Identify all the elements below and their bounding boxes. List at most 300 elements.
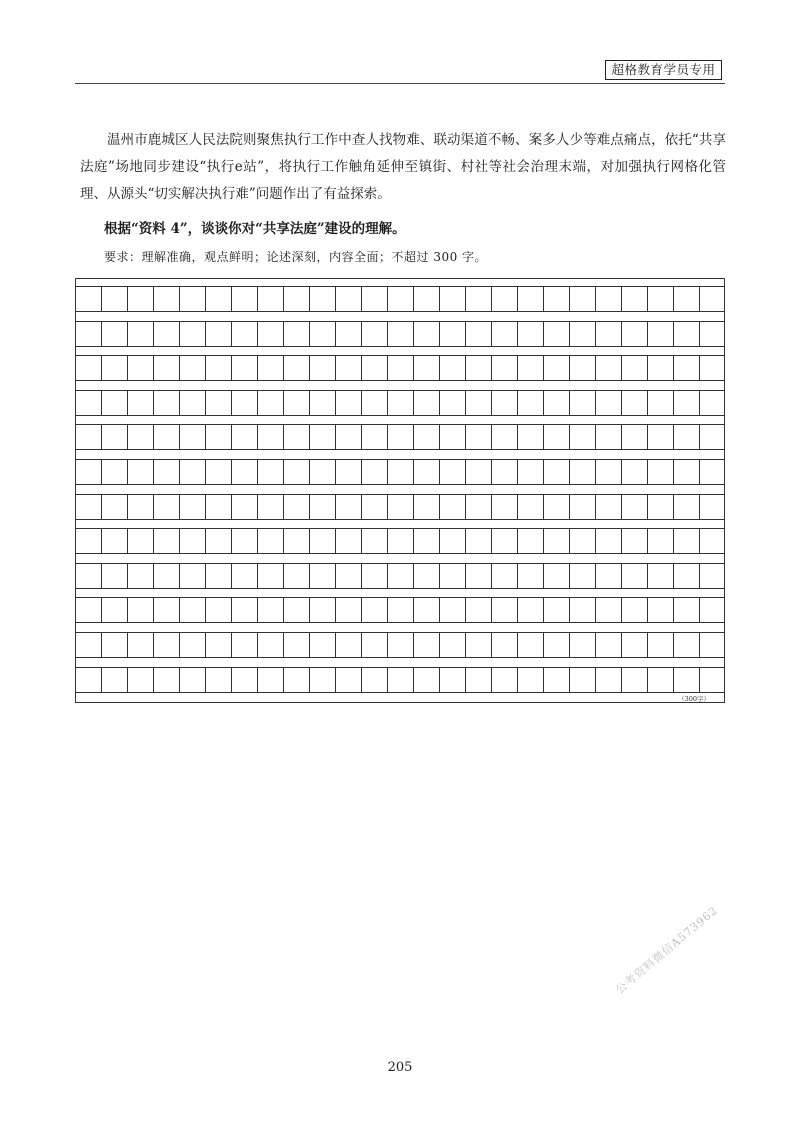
grid-cell[interactable]	[154, 598, 180, 622]
grid-cell[interactable]	[336, 564, 362, 588]
grid-cell[interactable]	[102, 564, 128, 588]
grid-cell[interactable]	[362, 460, 388, 484]
grid-cell[interactable]	[206, 391, 232, 415]
grid-cell[interactable]	[466, 322, 492, 346]
grid-cell[interactable]	[674, 495, 700, 519]
grid-cell[interactable]	[258, 668, 284, 692]
grid-cell[interactable]	[466, 287, 492, 311]
grid-cell[interactable]	[414, 668, 440, 692]
grid-cell[interactable]	[310, 287, 336, 311]
grid-cell[interactable]	[180, 391, 206, 415]
grid-cell[interactable]	[258, 425, 284, 449]
grid-cell[interactable]	[102, 460, 128, 484]
grid-cell[interactable]	[336, 287, 362, 311]
grid-cell[interactable]	[440, 668, 466, 692]
grid-cell[interactable]	[284, 356, 310, 380]
grid-cell[interactable]	[284, 322, 310, 346]
grid-cell[interactable]	[414, 287, 440, 311]
grid-cell[interactable]	[596, 598, 622, 622]
grid-cell[interactable]	[492, 322, 518, 346]
grid-cell[interactable]	[206, 564, 232, 588]
grid-cell[interactable]	[544, 668, 570, 692]
grid-cell[interactable]	[700, 322, 724, 346]
grid-cell[interactable]	[596, 529, 622, 553]
grid-cell[interactable]	[258, 598, 284, 622]
grid-cell[interactable]	[388, 322, 414, 346]
grid-cell[interactable]	[622, 598, 648, 622]
grid-cell[interactable]	[700, 425, 724, 449]
grid-cell[interactable]	[648, 356, 674, 380]
grid-cell[interactable]	[76, 322, 102, 346]
grid-cell[interactable]	[102, 598, 128, 622]
grid-cell[interactable]	[128, 529, 154, 553]
grid-cell[interactable]	[232, 356, 258, 380]
grid-cell[interactable]	[570, 633, 596, 657]
grid-cell[interactable]	[206, 287, 232, 311]
grid-cell[interactable]	[622, 668, 648, 692]
grid-cell[interactable]	[310, 425, 336, 449]
grid-cell[interactable]	[570, 529, 596, 553]
grid-cell[interactable]	[414, 460, 440, 484]
grid-cell[interactable]	[648, 564, 674, 588]
answer-grid[interactable]	[75, 278, 725, 703]
grid-cell[interactable]	[466, 668, 492, 692]
grid-cell[interactable]	[700, 564, 724, 588]
grid-cell[interactable]	[622, 425, 648, 449]
grid-cell[interactable]	[414, 529, 440, 553]
grid-cell[interactable]	[284, 529, 310, 553]
grid-cell[interactable]	[154, 287, 180, 311]
grid-cell[interactable]	[128, 287, 154, 311]
grid-cell[interactable]	[310, 460, 336, 484]
grid-cell[interactable]	[466, 460, 492, 484]
grid-cell[interactable]	[102, 495, 128, 519]
grid-cell[interactable]	[622, 391, 648, 415]
grid-cell[interactable]	[76, 564, 102, 588]
grid-cell[interactable]	[492, 425, 518, 449]
grid-cell[interactable]	[154, 668, 180, 692]
grid-cell[interactable]	[518, 287, 544, 311]
grid-cell[interactable]	[440, 356, 466, 380]
grid-cell[interactable]	[206, 356, 232, 380]
grid-cell[interactable]	[596, 460, 622, 484]
grid-cell[interactable]	[596, 391, 622, 415]
grid-cell[interactable]	[440, 564, 466, 588]
grid-cell[interactable]	[492, 668, 518, 692]
grid-cell[interactable]	[596, 425, 622, 449]
grid-cell[interactable]	[154, 391, 180, 415]
grid-cell[interactable]	[258, 356, 284, 380]
grid-cell[interactable]	[76, 668, 102, 692]
grid-cell[interactable]	[674, 322, 700, 346]
grid-cell[interactable]	[76, 287, 102, 311]
grid-cell[interactable]	[284, 287, 310, 311]
grid-cell[interactable]	[388, 425, 414, 449]
grid-cell[interactable]	[258, 495, 284, 519]
grid-cell[interactable]	[362, 391, 388, 415]
grid-cell[interactable]	[154, 633, 180, 657]
grid-cell[interactable]	[700, 529, 724, 553]
grid-cell[interactable]	[674, 598, 700, 622]
grid-cell[interactable]	[206, 425, 232, 449]
grid-cell[interactable]	[154, 425, 180, 449]
grid-cell[interactable]	[492, 356, 518, 380]
grid-cell[interactable]	[362, 322, 388, 346]
grid-cell[interactable]	[648, 668, 674, 692]
grid-cell[interactable]	[544, 356, 570, 380]
grid-cell[interactable]	[154, 564, 180, 588]
grid-cell[interactable]	[128, 391, 154, 415]
grid-cell[interactable]	[544, 322, 570, 346]
grid-cell[interactable]	[336, 633, 362, 657]
grid-cell[interactable]	[362, 495, 388, 519]
grid-cell[interactable]	[596, 287, 622, 311]
grid-cell[interactable]	[440, 322, 466, 346]
grid-cell[interactable]	[232, 322, 258, 346]
grid-cell[interactable]	[700, 633, 724, 657]
grid-cell[interactable]	[596, 564, 622, 588]
grid-cell[interactable]	[284, 598, 310, 622]
grid-cell[interactable]	[518, 668, 544, 692]
grid-cell[interactable]	[596, 495, 622, 519]
grid-cell[interactable]	[128, 598, 154, 622]
grid-cell[interactable]	[544, 598, 570, 622]
grid-cell[interactable]	[388, 529, 414, 553]
grid-cell[interactable]	[76, 529, 102, 553]
grid-cell[interactable]	[648, 391, 674, 415]
grid-cell[interactable]	[674, 425, 700, 449]
grid-cell[interactable]	[310, 356, 336, 380]
grid-cell[interactable]	[596, 633, 622, 657]
grid-cell[interactable]	[362, 529, 388, 553]
grid-cell[interactable]	[700, 391, 724, 415]
grid-cell[interactable]	[544, 460, 570, 484]
grid-cell[interactable]	[388, 668, 414, 692]
grid-cell[interactable]	[128, 322, 154, 346]
grid-cell[interactable]	[362, 425, 388, 449]
grid-cell[interactable]	[180, 668, 206, 692]
grid-cell[interactable]	[362, 598, 388, 622]
grid-cell[interactable]	[154, 322, 180, 346]
grid-cell[interactable]	[414, 564, 440, 588]
grid-cell[interactable]	[310, 668, 336, 692]
grid-cell[interactable]	[570, 564, 596, 588]
grid-cell[interactable]	[570, 460, 596, 484]
grid-cell[interactable]	[284, 460, 310, 484]
grid-cell[interactable]	[414, 495, 440, 519]
grid-cell[interactable]	[440, 391, 466, 415]
grid-cell[interactable]	[466, 598, 492, 622]
grid-cell[interactable]	[622, 633, 648, 657]
grid-cell[interactable]	[128, 460, 154, 484]
grid-cell[interactable]	[492, 529, 518, 553]
grid-cell[interactable]	[258, 460, 284, 484]
grid-cell[interactable]	[180, 598, 206, 622]
grid-cell[interactable]	[284, 391, 310, 415]
grid-cell[interactable]	[544, 425, 570, 449]
grid-cell[interactable]	[310, 495, 336, 519]
grid-cell[interactable]	[570, 495, 596, 519]
grid-cell[interactable]	[102, 529, 128, 553]
grid-cell[interactable]	[258, 322, 284, 346]
grid-cell[interactable]	[648, 598, 674, 622]
grid-cell[interactable]	[440, 495, 466, 519]
grid-cell[interactable]	[648, 495, 674, 519]
grid-cell[interactable]	[258, 564, 284, 588]
grid-cell[interactable]	[76, 425, 102, 449]
grid-cell[interactable]	[518, 495, 544, 519]
grid-cell[interactable]	[206, 668, 232, 692]
grid-cell[interactable]	[284, 668, 310, 692]
grid-cell[interactable]	[518, 633, 544, 657]
grid-cell[interactable]	[258, 287, 284, 311]
grid-cell[interactable]	[466, 356, 492, 380]
grid-cell[interactable]	[180, 495, 206, 519]
grid-cell[interactable]	[180, 529, 206, 553]
grid-cell[interactable]	[466, 529, 492, 553]
grid-cell[interactable]	[414, 425, 440, 449]
grid-cell[interactable]	[622, 287, 648, 311]
grid-cell[interactable]	[440, 529, 466, 553]
grid-cell[interactable]	[492, 391, 518, 415]
grid-cell[interactable]	[518, 356, 544, 380]
grid-cell[interactable]	[232, 391, 258, 415]
grid-cell[interactable]	[414, 633, 440, 657]
grid-cell[interactable]	[674, 633, 700, 657]
grid-cell[interactable]	[674, 391, 700, 415]
grid-cell[interactable]	[674, 287, 700, 311]
grid-cell[interactable]	[648, 633, 674, 657]
grid-cell[interactable]	[466, 633, 492, 657]
grid-cell[interactable]	[388, 564, 414, 588]
grid-cell[interactable]	[622, 495, 648, 519]
grid-cell[interactable]	[596, 668, 622, 692]
grid-cell[interactable]	[284, 495, 310, 519]
grid-cell[interactable]	[570, 598, 596, 622]
grid-cell[interactable]	[544, 287, 570, 311]
grid-cell[interactable]	[76, 633, 102, 657]
grid-cell[interactable]	[336, 391, 362, 415]
grid-cell[interactable]	[362, 633, 388, 657]
grid-cell[interactable]	[128, 633, 154, 657]
grid-cell[interactable]	[102, 287, 128, 311]
grid-cell[interactable]	[232, 668, 258, 692]
grid-cell[interactable]	[544, 495, 570, 519]
grid-cell[interactable]	[674, 356, 700, 380]
grid-cell[interactable]	[700, 460, 724, 484]
grid-cell[interactable]	[414, 391, 440, 415]
grid-cell[interactable]	[414, 356, 440, 380]
grid-cell[interactable]	[258, 391, 284, 415]
grid-cell[interactable]	[102, 668, 128, 692]
grid-cell[interactable]	[232, 633, 258, 657]
grid-cell[interactable]	[648, 460, 674, 484]
grid-cell[interactable]	[362, 356, 388, 380]
grid-cell[interactable]	[232, 425, 258, 449]
grid-cell[interactable]	[544, 391, 570, 415]
grid-cell[interactable]	[570, 391, 596, 415]
grid-cell[interactable]	[518, 529, 544, 553]
grid-cell[interactable]	[258, 529, 284, 553]
grid-cell[interactable]	[570, 322, 596, 346]
grid-cell[interactable]	[596, 356, 622, 380]
grid-cell[interactable]	[570, 356, 596, 380]
grid-cell[interactable]	[206, 598, 232, 622]
grid-cell[interactable]	[180, 356, 206, 380]
grid-cell[interactable]	[102, 356, 128, 380]
grid-cell[interactable]	[622, 322, 648, 346]
grid-cell[interactable]	[362, 287, 388, 311]
grid-cell[interactable]	[388, 633, 414, 657]
grid-cell[interactable]	[492, 287, 518, 311]
grid-cell[interactable]	[336, 668, 362, 692]
grid-cell[interactable]	[440, 633, 466, 657]
grid-cell[interactable]	[700, 668, 724, 692]
grid-cell[interactable]	[76, 460, 102, 484]
grid-cell[interactable]	[648, 425, 674, 449]
grid-cell[interactable]	[622, 356, 648, 380]
grid-cell[interactable]	[154, 495, 180, 519]
grid-cell[interactable]	[466, 425, 492, 449]
grid-cell[interactable]	[674, 529, 700, 553]
grid-cell[interactable]	[284, 564, 310, 588]
grid-cell[interactable]	[492, 598, 518, 622]
grid-cell[interactable]	[180, 425, 206, 449]
grid-cell[interactable]	[440, 287, 466, 311]
grid-cell[interactable]	[362, 668, 388, 692]
grid-cell[interactable]	[388, 287, 414, 311]
grid-cell[interactable]	[622, 564, 648, 588]
grid-cell[interactable]	[128, 495, 154, 519]
grid-cell[interactable]	[128, 668, 154, 692]
grid-cell[interactable]	[492, 633, 518, 657]
grid-cell[interactable]	[336, 322, 362, 346]
grid-cell[interactable]	[388, 495, 414, 519]
grid-cell[interactable]	[102, 633, 128, 657]
grid-cell[interactable]	[154, 356, 180, 380]
grid-cell[interactable]	[76, 356, 102, 380]
grid-cell[interactable]	[336, 425, 362, 449]
grid-cell[interactable]	[518, 564, 544, 588]
grid-cell[interactable]	[336, 598, 362, 622]
grid-cell[interactable]	[336, 460, 362, 484]
grid-cell[interactable]	[180, 564, 206, 588]
grid-cell[interactable]	[414, 322, 440, 346]
grid-cell[interactable]	[570, 287, 596, 311]
grid-cell[interactable]	[128, 564, 154, 588]
grid-cell[interactable]	[284, 633, 310, 657]
grid-cell[interactable]	[388, 391, 414, 415]
grid-cell[interactable]	[544, 633, 570, 657]
grid-cell[interactable]	[232, 495, 258, 519]
grid-cell[interactable]	[570, 425, 596, 449]
grid-cell[interactable]	[492, 564, 518, 588]
grid-cell[interactable]	[648, 322, 674, 346]
grid-cell[interactable]	[544, 564, 570, 588]
grid-cell[interactable]	[232, 287, 258, 311]
grid-cell[interactable]	[440, 460, 466, 484]
grid-cell[interactable]	[466, 495, 492, 519]
grid-cell[interactable]	[648, 287, 674, 311]
grid-cell[interactable]	[518, 598, 544, 622]
grid-cell[interactable]	[596, 322, 622, 346]
grid-cell[interactable]	[206, 529, 232, 553]
grid-cell[interactable]	[232, 564, 258, 588]
grid-cell[interactable]	[180, 322, 206, 346]
grid-cell[interactable]	[180, 287, 206, 311]
grid-cell[interactable]	[570, 668, 596, 692]
grid-cell[interactable]	[414, 598, 440, 622]
grid-cell[interactable]	[284, 425, 310, 449]
grid-cell[interactable]	[206, 460, 232, 484]
grid-cell[interactable]	[128, 356, 154, 380]
grid-cell[interactable]	[336, 356, 362, 380]
grid-cell[interactable]	[466, 564, 492, 588]
grid-cell[interactable]	[102, 391, 128, 415]
grid-cell[interactable]	[232, 598, 258, 622]
grid-cell[interactable]	[102, 425, 128, 449]
grid-cell[interactable]	[180, 633, 206, 657]
grid-cell[interactable]	[440, 425, 466, 449]
grid-cell[interactable]	[310, 391, 336, 415]
grid-cell[interactable]	[518, 425, 544, 449]
grid-cell[interactable]	[232, 460, 258, 484]
grid-cell[interactable]	[674, 460, 700, 484]
grid-cell[interactable]	[206, 322, 232, 346]
grid-cell[interactable]	[310, 633, 336, 657]
grid-cell[interactable]	[674, 668, 700, 692]
grid-cell[interactable]	[76, 495, 102, 519]
grid-cell[interactable]	[388, 356, 414, 380]
grid-cell[interactable]	[206, 495, 232, 519]
grid-cell[interactable]	[622, 529, 648, 553]
grid-cell[interactable]	[336, 495, 362, 519]
grid-cell[interactable]	[76, 391, 102, 415]
grid-cell[interactable]	[388, 598, 414, 622]
grid-cell[interactable]	[492, 460, 518, 484]
grid-cell[interactable]	[388, 460, 414, 484]
grid-cell[interactable]	[700, 598, 724, 622]
grid-cell[interactable]	[180, 460, 206, 484]
grid-cell[interactable]	[154, 460, 180, 484]
grid-cell[interactable]	[466, 391, 492, 415]
grid-cell[interactable]	[128, 425, 154, 449]
grid-cell[interactable]	[674, 564, 700, 588]
grid-cell[interactable]	[336, 529, 362, 553]
grid-cell[interactable]	[310, 529, 336, 553]
grid-cell[interactable]	[206, 633, 232, 657]
grid-cell[interactable]	[258, 633, 284, 657]
grid-cell[interactable]	[518, 322, 544, 346]
grid-cell[interactable]	[310, 322, 336, 346]
grid-cell[interactable]	[154, 529, 180, 553]
grid-cell[interactable]	[518, 391, 544, 415]
grid-cell[interactable]	[700, 356, 724, 380]
grid-cell[interactable]	[310, 564, 336, 588]
grid-cell[interactable]	[492, 495, 518, 519]
grid-cell[interactable]	[310, 598, 336, 622]
grid-cell[interactable]	[622, 460, 648, 484]
grid-cell[interactable]	[440, 598, 466, 622]
grid-cell[interactable]	[232, 529, 258, 553]
grid-cell[interactable]	[102, 322, 128, 346]
grid-cell[interactable]	[700, 495, 724, 519]
grid-cell[interactable]	[700, 287, 724, 311]
grid-cell[interactable]	[544, 529, 570, 553]
grid-cell[interactable]	[518, 460, 544, 484]
grid-cell[interactable]	[76, 598, 102, 622]
grid-cell[interactable]	[648, 529, 674, 553]
